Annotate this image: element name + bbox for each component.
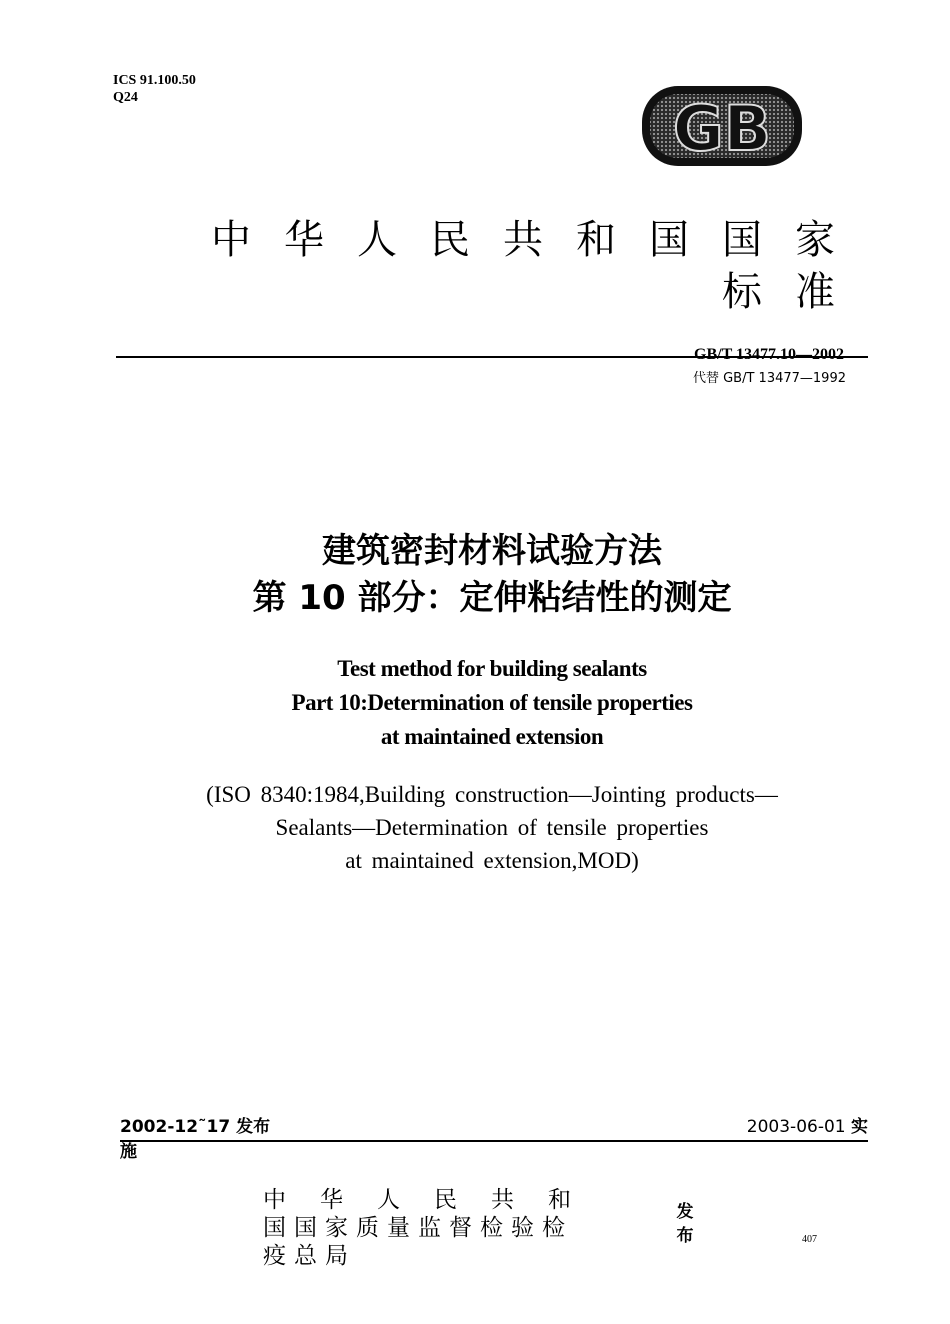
english-title-line3: at maintained extension [380,724,604,749]
iso-reference-line3: at maintained extension,MOD) [345,848,639,873]
implementation-label-part2: 施 [120,1142,137,1162]
chinese-title [120,528,864,622]
ics-block [113,72,196,106]
chinese-title-line2: 第 10 部分：定伸粘结性的测定 [252,578,732,618]
gb-logo-text: GB [672,92,772,165]
classification-code: Q24 [113,90,138,105]
english-title-line2: Part 10:Determination of tensile properties [291,690,693,715]
replaces-standard: 代替 GB/T 13477—1992 [692,371,846,386]
ics-code: ICS 91.100.50 [113,73,196,88]
english-title [120,652,864,754]
issuing-authority [263,1186,643,1270]
english-title-line1: Test method for building sealants [337,656,647,681]
issuer-line3: 疫总局 [263,1243,356,1269]
implementation-date-value: 2003-06-01 [746,1117,846,1137]
implementation-label-part1: 实 [851,1117,868,1137]
issue-verb: 发布 [676,1202,694,1246]
gb-logo-graphic [640,84,804,168]
issue-date: 2002-12˜17 发布 [120,1117,271,1137]
issuer-line1: 中华人民共和 [263,1187,605,1213]
page-number: 407 [802,1234,817,1245]
standard-number: GB/T 13477.10—2002 [694,346,844,363]
footer-rule [120,1140,868,1142]
national-standard-title: 中华人民共和国国家标准 [211,217,868,315]
implementation-date [560,1114,868,1140]
iso-reference [120,778,864,877]
iso-reference-line1: (ISO 8340:1984,Building construction—Jointing products— [206,782,778,807]
iso-reference-line2: Sealants—Determination of tensile properties [275,815,709,840]
issuer-line2: 国国家质量监督检验检 [263,1215,573,1241]
chinese-title-line1: 建筑密封材料试验方法 [322,531,662,571]
gb-logo [640,84,804,168]
